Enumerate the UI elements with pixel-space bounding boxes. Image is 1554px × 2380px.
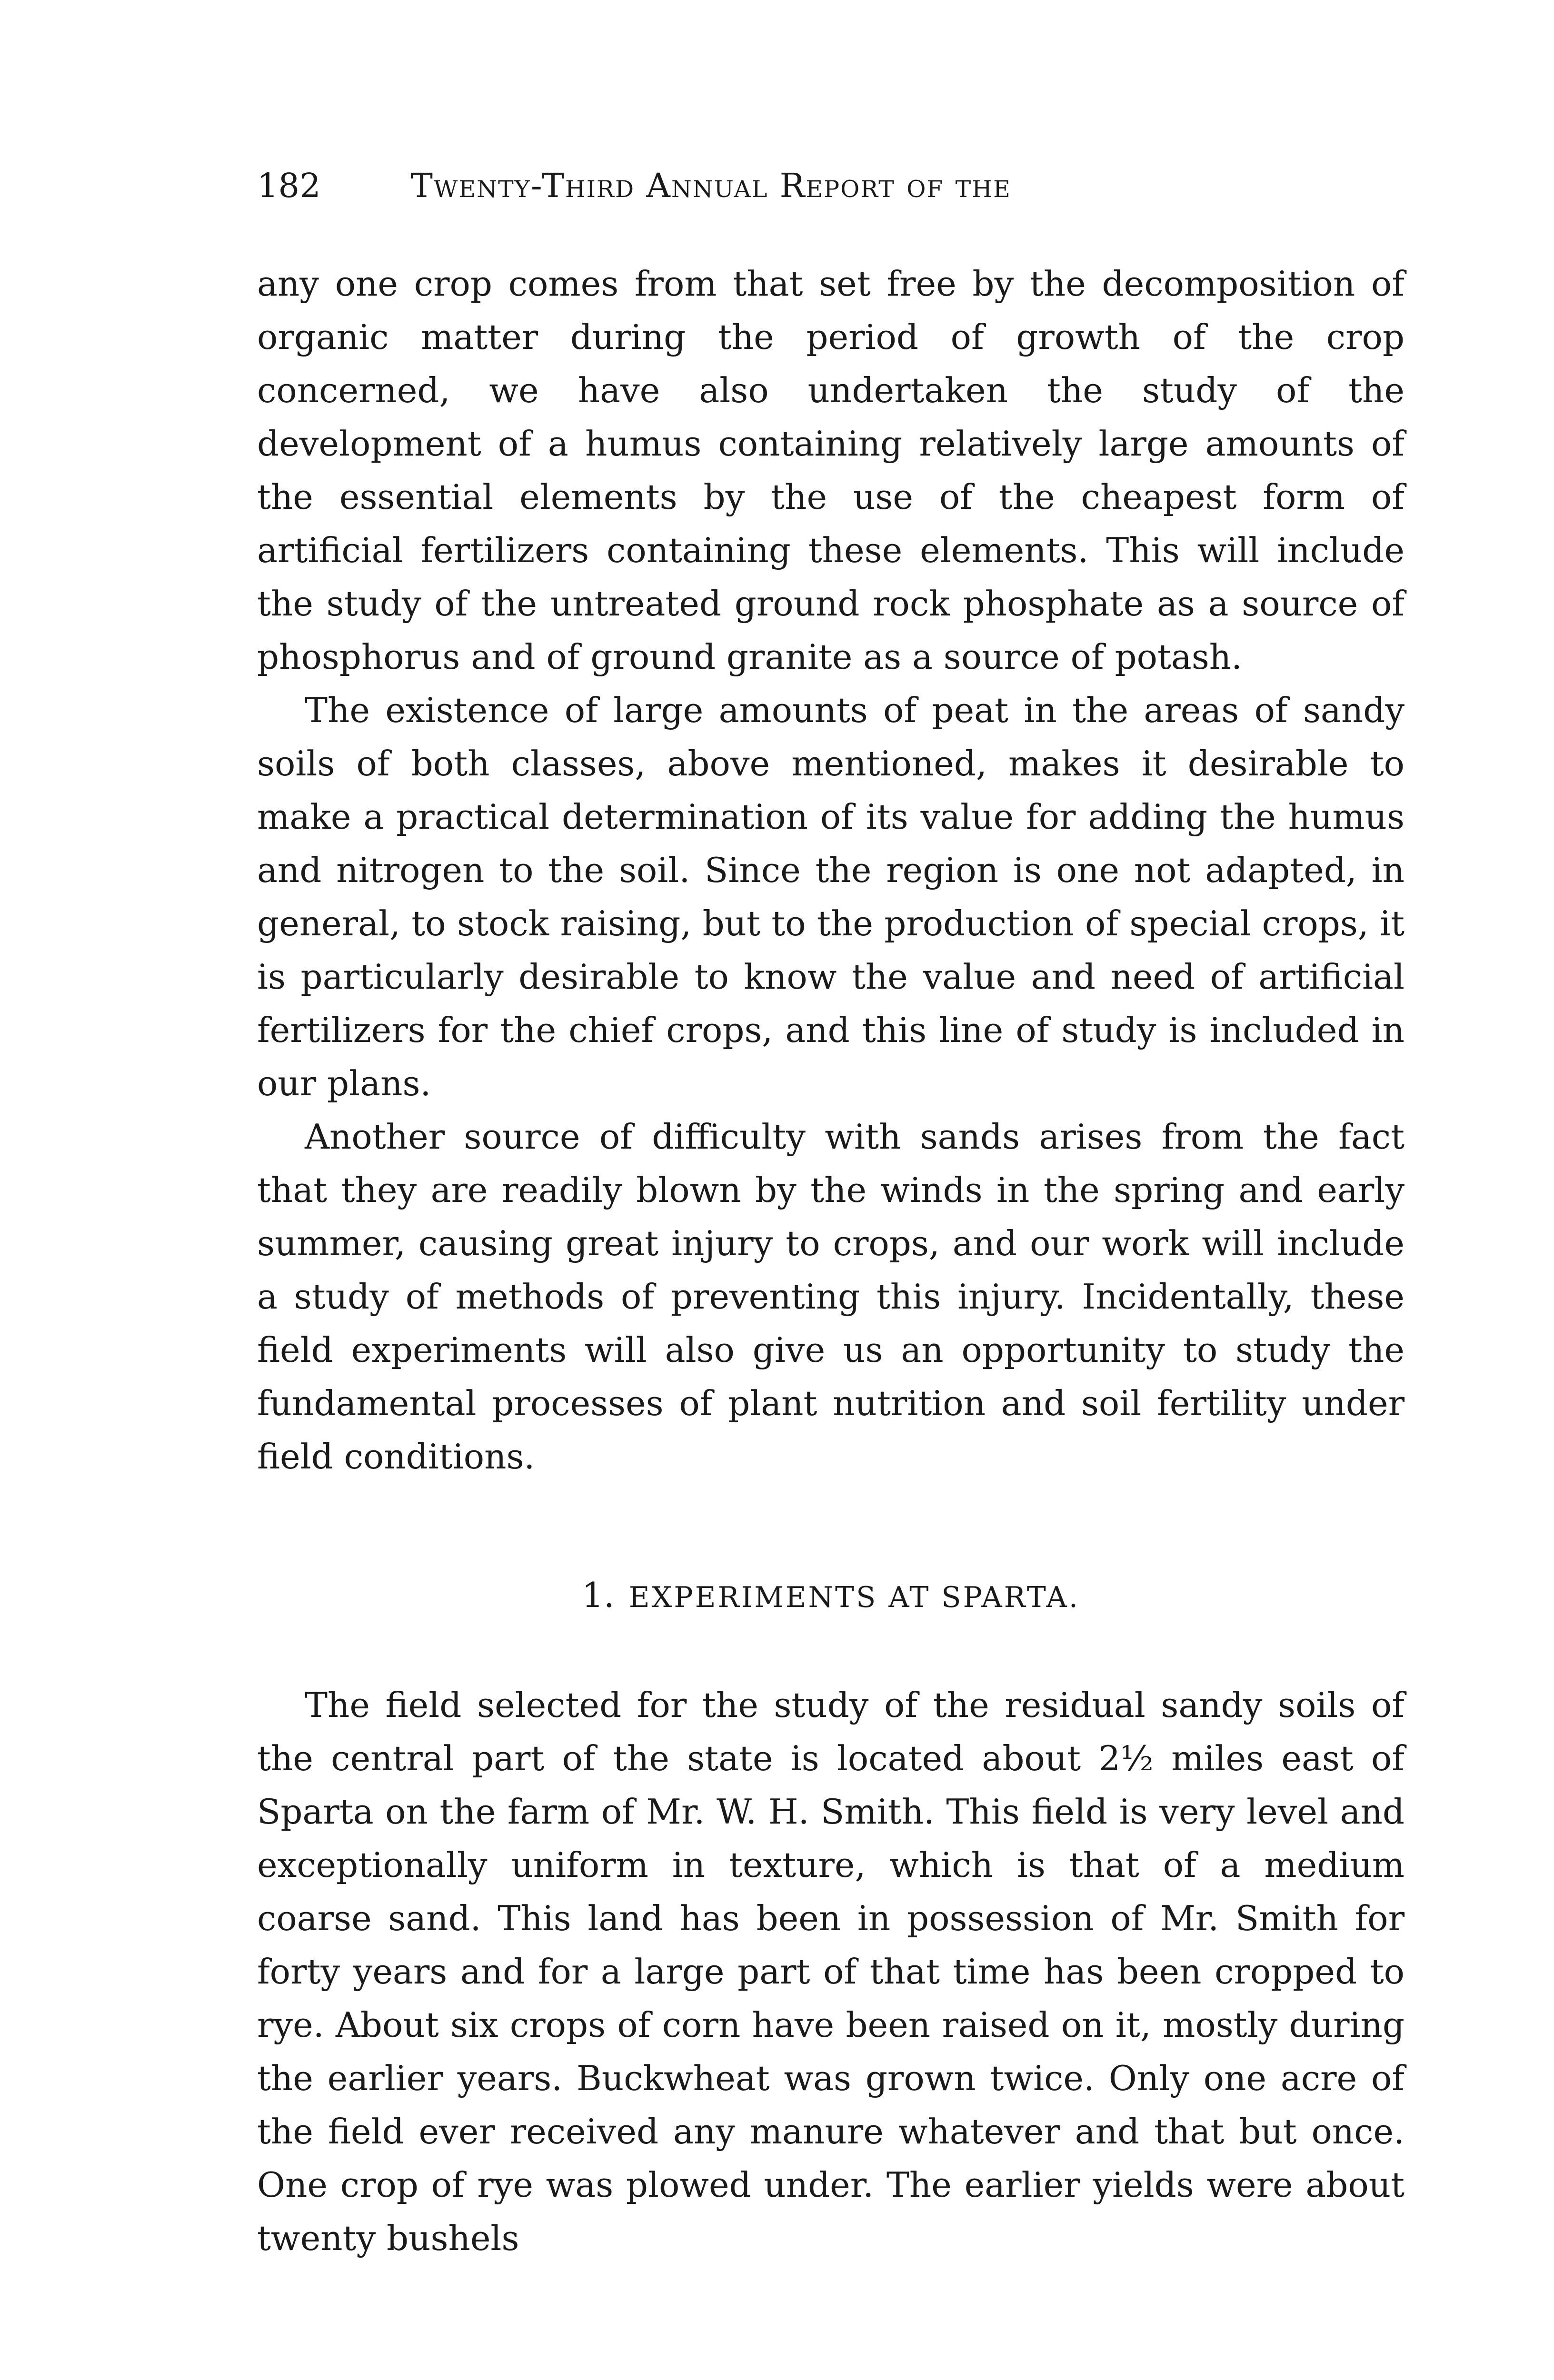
paragraph: The field selected for the study of the residual sandy soils of the central part of the state is located about 2½ miles east of Sparta on the farm of Mr. W. H. Smith. This field is very level and exceptionally uniform in texture, which is that of a medium coarse sand. This land has been in possession of Mr. Smith for forty years and for a large part of that time has been cropped to rye. About six crops of corn have been raised on it, mostly during the earlier years. Buckwheat was grown twice. Only one acre of the field ever received any manure whatever and that but once. One crop of rye was plowed under. The earlier yields were about twenty bushels <box>257 1685 1405 2258</box>
page-header <box>257 157 1305 214</box>
paragraph: Another source of difficulty with sands arises from the fact that they are readily blown by the winds in the spring and early summer, causing great injury to crops, and our work will include a study of methods of preventing this injury. Incidentally, these field experiments will also give us an opportunity to study the fundamental processes of plant nutrition and soil fertility under field conditions. <box>257 1117 1405 1477</box>
paragraph: any one crop comes from that set free by the decomposition of organic matter during the period of growth of the crop concerned, we have also undertaken the study of the development of a humus containing relatively large amounts of the essential elements by the use of the cheapest form of artificial fertilizers containing these elements. This will include the study of the untreated ground rock phosphate as a source of phosphorus and of ground granite as a source of potash. <box>257 264 1405 677</box>
section-number: 1. <box>582 1575 615 1615</box>
paragraph: The existence of large amounts of peat in the areas of sandy soils of both classes, above mentioned, makes it desirable to make a practical determination of its value for adding the humus and nitrogen to the soil. Since the region is one not adapted, in general, to stock raising, but to the production of special crops, it is particularly desirable to know the value and need of artificial fertilizers for the chief crops, and this line of study is included in our plans. <box>257 690 1405 1103</box>
body-text <box>257 257 1405 2265</box>
page-number: 182 <box>257 166 321 205</box>
section-heading <box>257 1571 1405 1621</box>
section-title: EXPERIMENTS AT SPARTA. <box>628 1581 1080 1614</box>
running-head: Twenty-Third Annual Report of the <box>410 166 1011 205</box>
